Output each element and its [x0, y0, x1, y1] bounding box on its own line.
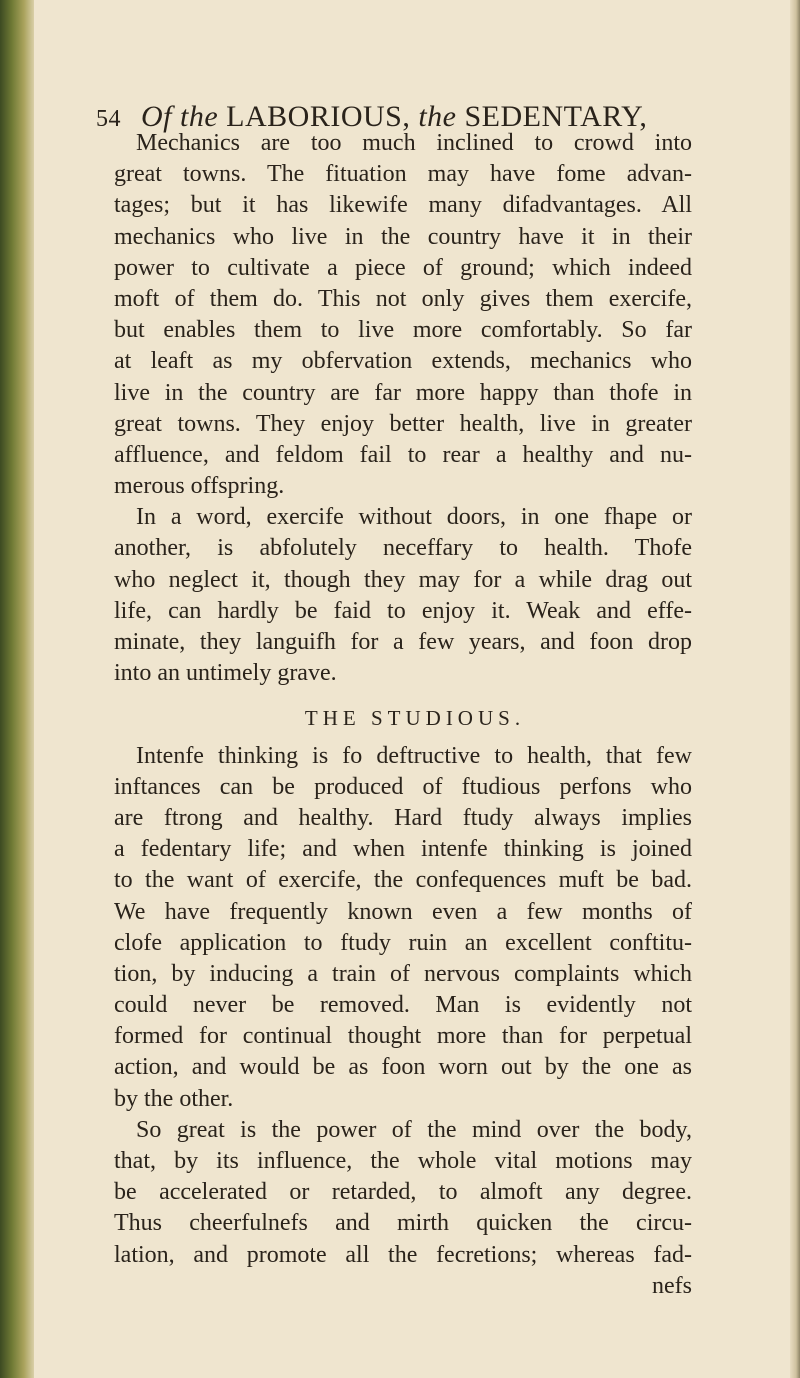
- paragraph-intense-thinking: [114, 741, 692, 1115]
- text-line: mechanics who live in the country have it in their: [114, 223, 692, 250]
- header-laborious: LABORIOUS,: [226, 100, 411, 133]
- paragraph-mind-over-body: [114, 1115, 692, 1271]
- text-line: great towns. The fituation may have fome advan-: [114, 161, 692, 188]
- header-sedentary: SEDENTARY,: [464, 100, 648, 133]
- text-line: are ftrong and healthy. Hard ftudy always implies: [114, 804, 692, 831]
- body-text: [114, 128, 692, 1302]
- text-line: be accelerated or retarded, to almoft any degree.: [114, 1179, 692, 1206]
- text-line: into an untimely grave.: [114, 660, 337, 687]
- text-line: but enables them to live more comfortably. So far: [114, 317, 692, 344]
- header-the: the: [418, 100, 457, 133]
- book-binding-edge: [0, 0, 34, 1378]
- text-line: minate, they languifh for a few years, and foon drop: [114, 629, 692, 655]
- text-line: live in the country are far more happy than thofe in: [114, 379, 692, 406]
- text-line: So great is the power of the mind over the body,: [136, 1116, 692, 1143]
- page-right-edge: [790, 0, 800, 1378]
- text-line: Mechanics are too much inclined to crowd into: [136, 130, 692, 156]
- text-line: clofe application to ftudy ruin an excellent conftitu-: [114, 929, 692, 956]
- text-line: power to cultivate a piece of ground; which indeed: [114, 254, 692, 281]
- text-line: merous offspring.: [114, 473, 285, 500]
- text-line: In a word, exercife without doors, in one fhape or: [136, 504, 692, 531]
- text-line: that, by its influence, the whole vital motions may: [114, 1148, 692, 1174]
- text-line: affluence, and feldom fail to rear a healthy and nu-: [114, 441, 692, 468]
- text-line: moft of them do. This not only gives them exercife,: [114, 285, 692, 312]
- text-line: to the want of exercife, the confequences muft be bad.: [114, 867, 692, 894]
- text-line: by the other.: [114, 1085, 234, 1112]
- text-line: could never be removed. Man is evidently not: [114, 992, 692, 1019]
- text-line: another, is abfolutely neceffary to health. Thofe: [114, 535, 692, 562]
- catchword: nefs: [652, 1272, 692, 1299]
- text-line: action, and would be as foon worn out by the one as: [114, 1054, 692, 1081]
- text-line: who neglect it, though they may for a while drag out: [114, 566, 692, 593]
- paragraph-exercise: [114, 502, 692, 689]
- header-of-the: Of the: [141, 100, 219, 133]
- text-line: tages; but it has likewife many difadvantages. All: [114, 192, 692, 219]
- section-title: THE STUDIOUS.: [304, 706, 526, 731]
- paragraph-mechanics: [114, 128, 692, 502]
- text-line: formed for continual thought more than for perpetual: [114, 1023, 692, 1050]
- text-line: at leaft as my obfervation extends, mechanics who: [114, 348, 692, 375]
- text-line: lation, and promote all the fecretions; whereas fad-: [114, 1241, 692, 1268]
- page-number: 54: [96, 106, 121, 132]
- text-line: great towns. They enjoy better health, live in greater: [114, 410, 692, 437]
- text-line: inftances can be produced of ftudious perfons who: [114, 773, 692, 800]
- text-line: life, can hardly be faid to enjoy it. Weak and effe-: [114, 597, 692, 624]
- text-line: We have frequently known even a few months of: [114, 898, 692, 925]
- text-line: Thus cheerfulnefs and mirth quicken the circu-: [114, 1210, 692, 1237]
- text-line: tion, by inducing a train of nervous complaints which: [114, 960, 692, 987]
- text-line: Intenfe thinking is fo deftructive to health, that few: [136, 742, 692, 769]
- text-line: a fedentary life; and when intenfe thinking is joined: [114, 836, 692, 863]
